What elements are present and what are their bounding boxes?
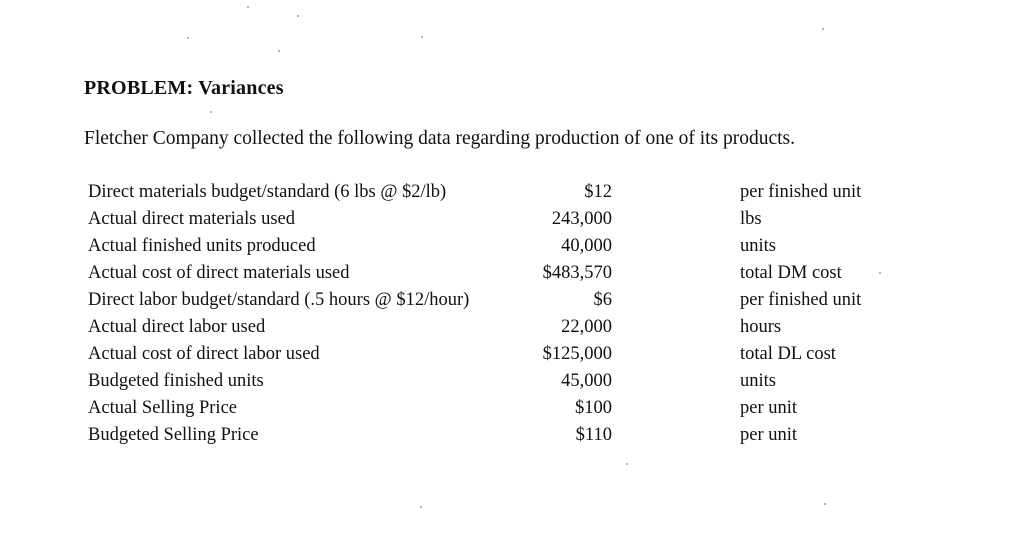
scan-speck: [822, 28, 824, 30]
row-value: $110: [575, 425, 612, 445]
row-value: $100: [575, 398, 612, 418]
row-label: Actual direct materials used: [88, 209, 296, 229]
scan-speck: [247, 6, 249, 8]
row-unit: per unit: [740, 398, 798, 418]
table-row: [88, 261, 908, 288]
row-label: Actual Selling Price: [88, 398, 237, 418]
problem-title: PROBLEM: Variances: [84, 77, 284, 99]
row-value: 40,000: [561, 236, 612, 256]
row-unit: units: [740, 236, 776, 256]
row-value: $125,000: [542, 344, 612, 364]
row-value: 22,000: [561, 317, 612, 337]
row-unit: per finished unit: [740, 182, 862, 202]
row-value: $12: [584, 182, 612, 202]
scan-speck: [187, 37, 189, 39]
scan-speck: [879, 272, 881, 274]
intro-text: Fletcher Company collected the following data regarding production of one of its products.: [84, 128, 796, 149]
scan-speck: [278, 50, 280, 52]
row-unit: total DL cost: [740, 344, 836, 364]
table-row: [88, 315, 908, 342]
scan-speck: [824, 503, 826, 505]
row-unit: total DM cost: [740, 263, 842, 283]
row-label: Actual finished units produced: [88, 236, 316, 256]
scan-speck: [210, 111, 212, 113]
row-value: $483,570: [542, 263, 612, 283]
table-row: [88, 423, 908, 450]
scan-speck: [421, 36, 423, 38]
row-unit: units: [740, 371, 776, 391]
row-unit: hours: [740, 317, 782, 337]
scan-speck: [626, 463, 628, 465]
table-row: [88, 396, 908, 423]
row-label: Budgeted Selling Price: [88, 425, 259, 445]
row-value: $6: [593, 290, 612, 310]
row-label: Actual cost of direct labor used: [88, 344, 320, 364]
scan-speck: [297, 15, 299, 17]
row-value: 45,000: [561, 371, 612, 391]
row-label: Budgeted finished units: [88, 371, 264, 391]
table-row: [88, 369, 908, 396]
data-table: [88, 180, 908, 450]
scan-speck: [420, 506, 422, 508]
row-unit: per unit: [740, 425, 798, 445]
row-unit: lbs: [740, 209, 762, 229]
row-label: Actual direct labor used: [88, 317, 266, 337]
table-row: [88, 342, 908, 369]
table-row: [88, 180, 908, 207]
table-row: [88, 288, 908, 315]
table-row: [88, 207, 908, 234]
row-value: 243,000: [551, 209, 612, 229]
table-row: [88, 234, 908, 261]
row-label: Actual cost of direct materials used: [88, 263, 350, 283]
row-unit: per finished unit: [740, 290, 862, 310]
row-label: Direct materials budget/standard (6 lbs @ $2/lb): [88, 182, 447, 202]
row-label: Direct labor budget/standard (.5 hours @ $12/hour): [88, 290, 470, 310]
